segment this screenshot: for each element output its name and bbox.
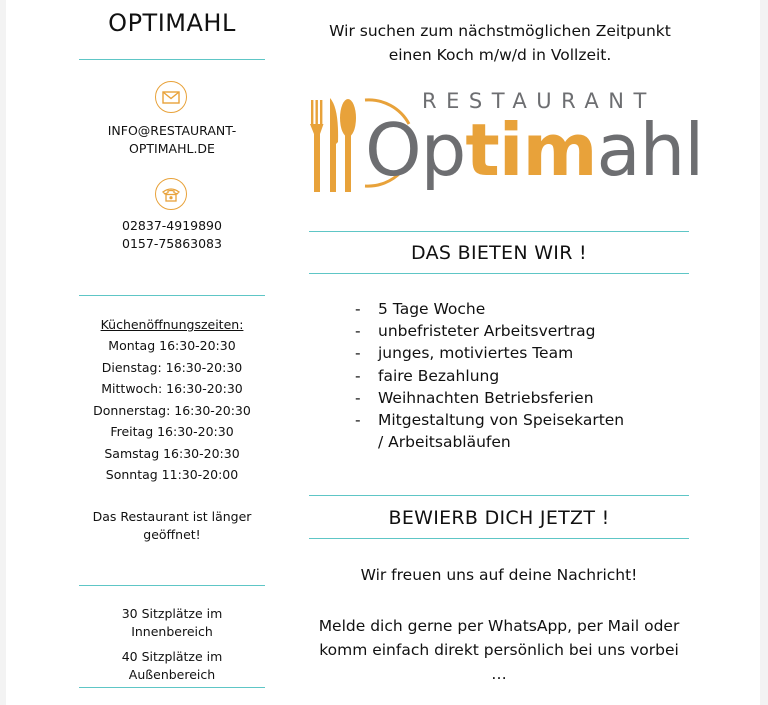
- hours-title: Küchenöffnungszeiten:: [100, 317, 244, 332]
- logo-name-ahl: ahl: [596, 108, 704, 192]
- benefit-item: - Weihnachten Betriebsferien: [355, 387, 628, 409]
- logo-name-op: Op: [365, 108, 466, 192]
- hours-row-friday: Freitag 16:30-20:30: [110, 424, 234, 439]
- divider: [79, 585, 265, 586]
- seats-inside: 30 Sitzplätze im Innenbereich: [121, 606, 223, 639]
- phone-number-1[interactable]: 02837-4919890: [122, 218, 222, 233]
- opening-note: Das Restaurant ist länger geöffnet!: [92, 509, 252, 542]
- apply-text-2: Melde dich gerne per WhatsApp, per Mail oder komm einfach direkt persönlich bei uns vorbei …: [318, 617, 680, 683]
- mail-icon: [155, 81, 187, 113]
- job-intro: Wir suchen zum nächstmöglichen Zeitpunkt einen Koch m/w/d in Vollzeit.: [329, 22, 671, 64]
- hours-row-saturday: Samstag 16:30-20:30: [104, 445, 240, 461]
- brand-title: OPTIMAHL: [108, 9, 236, 37]
- apply-heading: BEWIERB DICH JETZT !: [388, 507, 610, 529]
- restaurant-logo: [305, 88, 704, 196]
- divider: [79, 295, 265, 296]
- benefit-item: - 5 Tage Woche: [355, 298, 628, 320]
- seats-outside: 40 Sitzplätze im Außenbereich: [121, 649, 223, 682]
- hours-row-monday: Montag 16:30-20:30: [108, 338, 236, 353]
- phone-number-2[interactable]: 0157-75863083: [122, 236, 222, 251]
- hours-list: [80, 335, 264, 486]
- divider: [79, 687, 265, 688]
- divider: [309, 273, 689, 274]
- hours-row-tuesday: Dienstag: 16:30-20:30: [101, 359, 243, 375]
- benefit-item: - junges, motiviertes Team: [355, 342, 628, 364]
- logo-name: [365, 110, 703, 190]
- divider: [309, 231, 689, 232]
- benefit-item: - faire Bezahlung: [355, 365, 628, 387]
- logo-restaurant-word: RESTAURANT: [422, 89, 656, 113]
- divider: [79, 59, 265, 60]
- hours-row-thursday: Donnerstag: 16:30-20:30: [93, 402, 251, 418]
- hours-row-wednesday: Mittwoch: 16:30-20:30: [101, 381, 243, 396]
- divider: [309, 538, 689, 539]
- offer-heading: DAS BIETEN WIR !: [411, 242, 587, 264]
- logo-name-tim: tim: [465, 108, 597, 192]
- benefit-item: - unbefristeter Arbeitsvertrag: [355, 320, 628, 342]
- divider: [309, 495, 689, 496]
- email-address[interactable]: INFO@RESTAURANT-OPTIMAHL.DE: [107, 123, 237, 156]
- phone-icon: [155, 178, 187, 210]
- benefits-list: [355, 298, 628, 453]
- apply-text-1: Wir freuen uns auf deine Nachricht!: [360, 566, 638, 584]
- hours-row-sunday: Sonntag 11:30-20:00: [105, 467, 239, 482]
- benefit-item: - Mitgestaltung von Speisekarten / Arbeitsabläufen: [355, 409, 628, 453]
